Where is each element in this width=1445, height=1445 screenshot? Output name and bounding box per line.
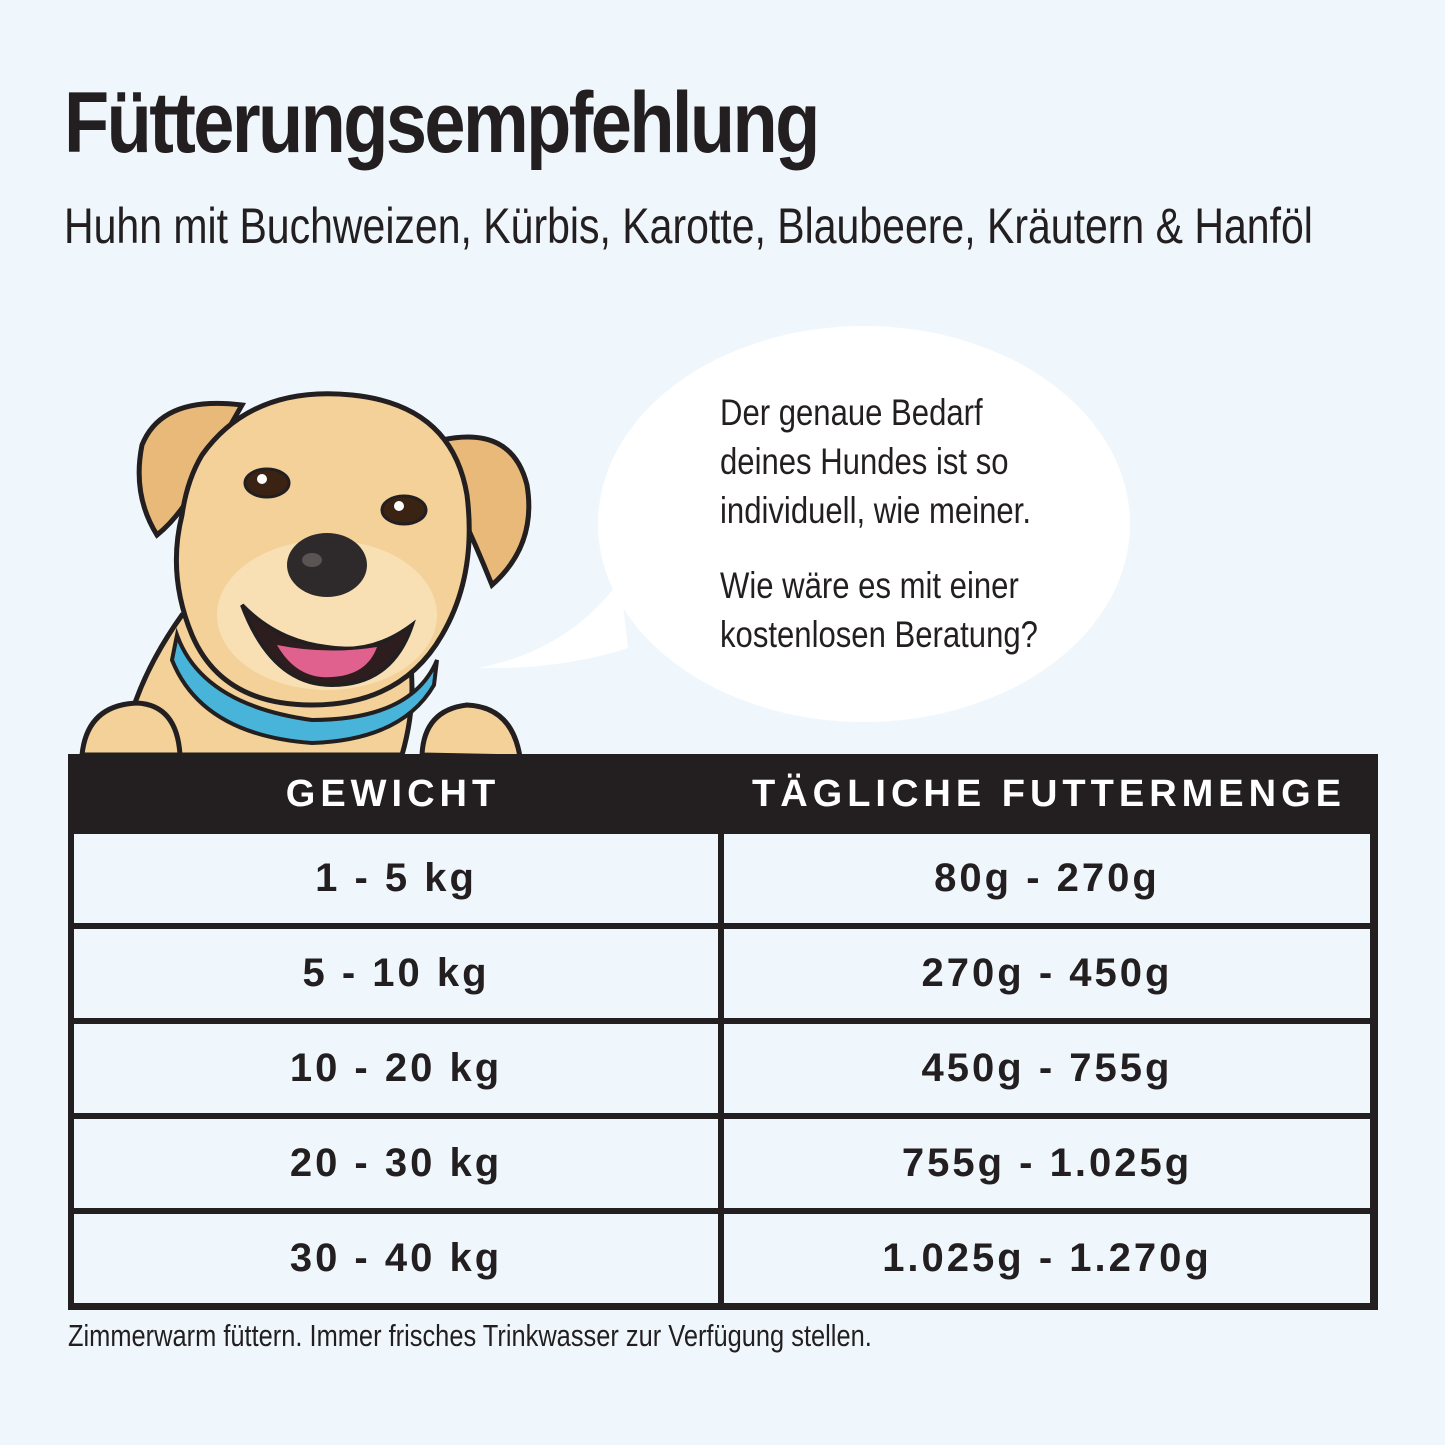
amount-cell: 270g - 450g [724, 929, 1370, 1018]
weight-cell: 1 - 5 kg [74, 834, 718, 923]
weight-cell: 30 - 40 kg [74, 1214, 718, 1303]
table-row [68, 1024, 1378, 1113]
speech-bubble-paragraph-1: Der genaue Bedarf deines Hundes ist so individuell, wie meiner. [720, 392, 1031, 531]
footer-note: Zimmerwarm füttern. Immer frisches Trinkwasser zur Verfügung stellen. [68, 1318, 872, 1353]
speech-bubble-paragraph-2: Wie wäre es mit einer kostenlosen Beratung? [720, 565, 1038, 655]
page-subtitle: Huhn mit Buchweizen, Kürbis, Karotte, Blaubeere, Kräutern & Hanföl [64, 198, 1313, 254]
amount-cell: 450g - 755g [724, 1024, 1370, 1113]
weight-cell: 5 - 10 kg [74, 929, 718, 1018]
amount-cell: 80g - 270g [724, 834, 1370, 923]
table-row [68, 929, 1378, 1018]
speech-bubble-text [720, 388, 1056, 685]
column-header-weight: GEWICHT [285, 773, 501, 815]
amount-cell: 1.025g - 1.270g [724, 1214, 1370, 1303]
weight-cell: 10 - 20 kg [74, 1024, 718, 1113]
column-header-daily-amount: TÄGLICHE FUTTERMENGE [752, 773, 1346, 815]
amount-cell: 755g - 1.025g [724, 1119, 1370, 1208]
table-row [68, 834, 1378, 923]
dog-illustration-icon [72, 385, 542, 775]
table-row [68, 1119, 1378, 1208]
table-header [68, 754, 1378, 834]
page-title: Fütterungsempfehlung [64, 75, 818, 171]
weight-cell: 20 - 30 kg [74, 1119, 718, 1208]
table-row [68, 1214, 1378, 1303]
feeding-table [68, 754, 1378, 1310]
